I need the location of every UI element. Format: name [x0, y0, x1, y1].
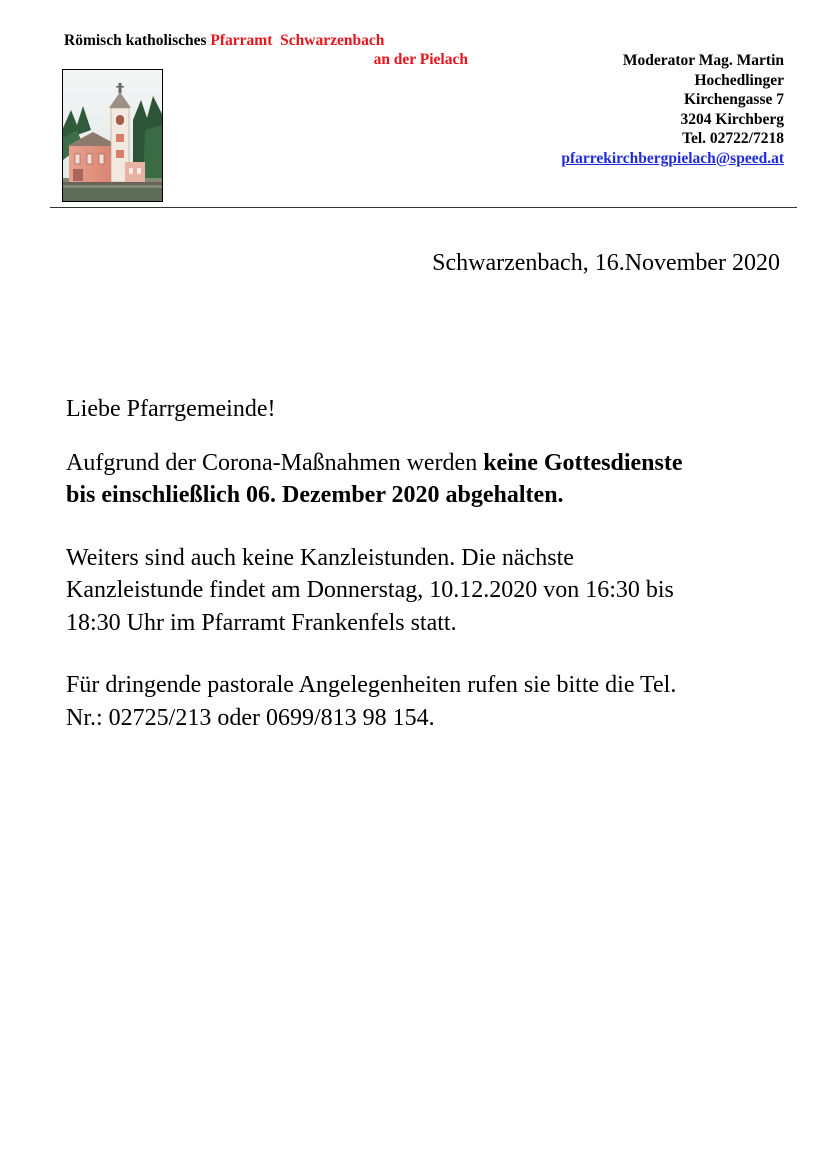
letter-salutation: Liebe Pfarrgemeinde! — [66, 396, 276, 422]
paragraph-2-line-3: 18:30 Uhr im Pfarramt Frankenfels statt. — [66, 609, 457, 636]
contact-street: Kirchengasse 7 — [683, 91, 784, 108]
contact-city: 3204 Kirchberg — [680, 110, 784, 128]
letter-paragraph-2 — [66, 542, 786, 640]
paragraph-2-line-2: Kanzleistunde findet am Donnerstag, 10.12.2020 von 16:30 bis — [66, 577, 674, 603]
church-icon — [63, 70, 162, 201]
letterhead-office: Pfarramt — [210, 32, 273, 49]
paragraph-1-text: Aufgrund der Corona-Maßnahmen werden — [66, 449, 484, 476]
paragraph-1-bold-a: keine Gottesdienste — [483, 449, 683, 476]
letterhead — [64, 31, 474, 69]
paragraph-3-line-2: Nr.: 02725/213 oder 0699/813 98 154. — [66, 704, 435, 731]
contact-phone: Tel. 02722/7218 — [682, 130, 784, 147]
letterhead-town: Schwarzenbach — [280, 32, 385, 49]
letter-date: Schwarzenbach, 16.November 2020 — [432, 250, 780, 276]
header-divider — [50, 207, 797, 208]
church-logo — [62, 69, 163, 202]
contact-block — [561, 51, 784, 168]
letterhead-line-1 — [64, 31, 474, 50]
paragraph-3-line-1: Für dringende pastorale Angelegenheiten rufen sie bitte die Tel. — [66, 672, 677, 698]
paragraph-1-bold-b: bis einschließlich 06. Dezember 2020 abgehalten. — [66, 482, 564, 508]
letter-paragraph-3 — [66, 669, 786, 734]
letterhead-prefix: Römisch katholisches — [64, 32, 207, 49]
contact-email-link[interactable]: pfarrekirchbergpielach@speed.at — [561, 149, 784, 167]
letter-paragraph-1 — [66, 447, 786, 512]
letterhead-town-suffix: an der Pielach — [373, 51, 468, 68]
letter-body — [66, 393, 786, 764]
contact-name-line-2: Hochedlinger — [694, 71, 784, 89]
paragraph-2-line-1: Weiters sind auch keine Kanzleistunden. Die nächste — [66, 544, 574, 571]
contact-name-line-1: Moderator Mag. Martin — [622, 52, 784, 69]
